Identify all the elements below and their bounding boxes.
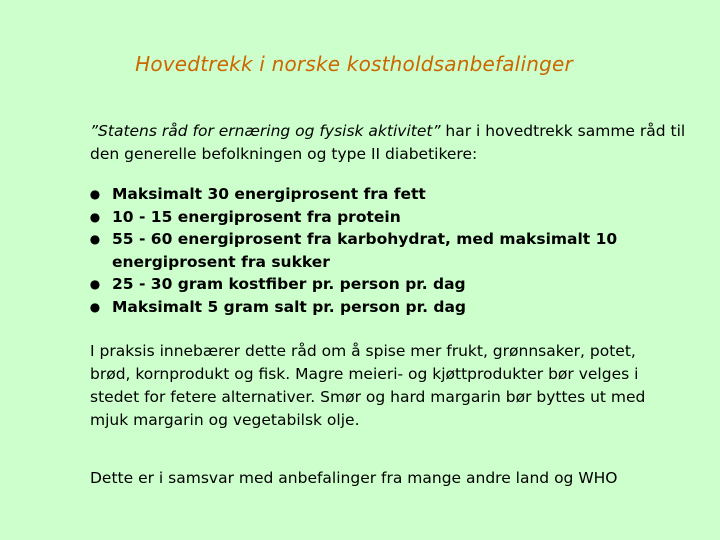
bullet-icon: ●: [89, 299, 101, 314]
intro-quote: ”Statens råd for ernæring og fysisk aktivitet”: [90, 122, 441, 140]
recommendation-list: [88, 183, 648, 318]
list-item: [88, 206, 648, 229]
list-item: [88, 273, 648, 296]
bullet-icon: ●: [89, 187, 101, 201]
bullet-icon: ●: [89, 209, 101, 224]
list-item: [88, 228, 648, 273]
intro-paragraph: [90, 120, 690, 166]
bullet-icon: ●: [89, 277, 101, 291]
list-item-text: 10 - 15 energiprosent fra protein: [112, 207, 401, 226]
list-item-text: 55 - 60 energiprosent fra karbohydrat, med maksimalt 10 energiprosent fra sukker: [112, 230, 618, 271]
bullet-icon: ●: [89, 232, 101, 246]
intro-text: har i hovedtrekk samme råd til den generelle befolkningen og type II diabetikere:: [90, 122, 686, 163]
list-item-text: Maksimalt 5 gram salt pr. person pr. dag: [112, 297, 467, 316]
conclusion-paragraph: Dette er i samsvar med anbefalinger fra mange andre land og WHO: [90, 469, 618, 487]
list-item-text: Maksimalt 30 energiprosent fra fett: [112, 185, 426, 203]
list-item: [88, 183, 648, 206]
practice-paragraph: I praksis innebærer dette råd om å spise mer frukt, grønnsaker, potet, brød, kornprodukt og fisk. Magre meieri- og kjøttprodukter bør velges i stedet for fetere alternativer. Smør og hard margarin bør byttes ut med mjuk margarin og vegetabilsk olje.: [90, 342, 646, 429]
list-item: [88, 296, 648, 319]
list-item-text: 25 - 30 gram kostfiber pr. person pr. dag: [112, 275, 466, 293]
slide-title: Hovedtrekk i norske kostholdsanbefalinger: [135, 52, 573, 76]
